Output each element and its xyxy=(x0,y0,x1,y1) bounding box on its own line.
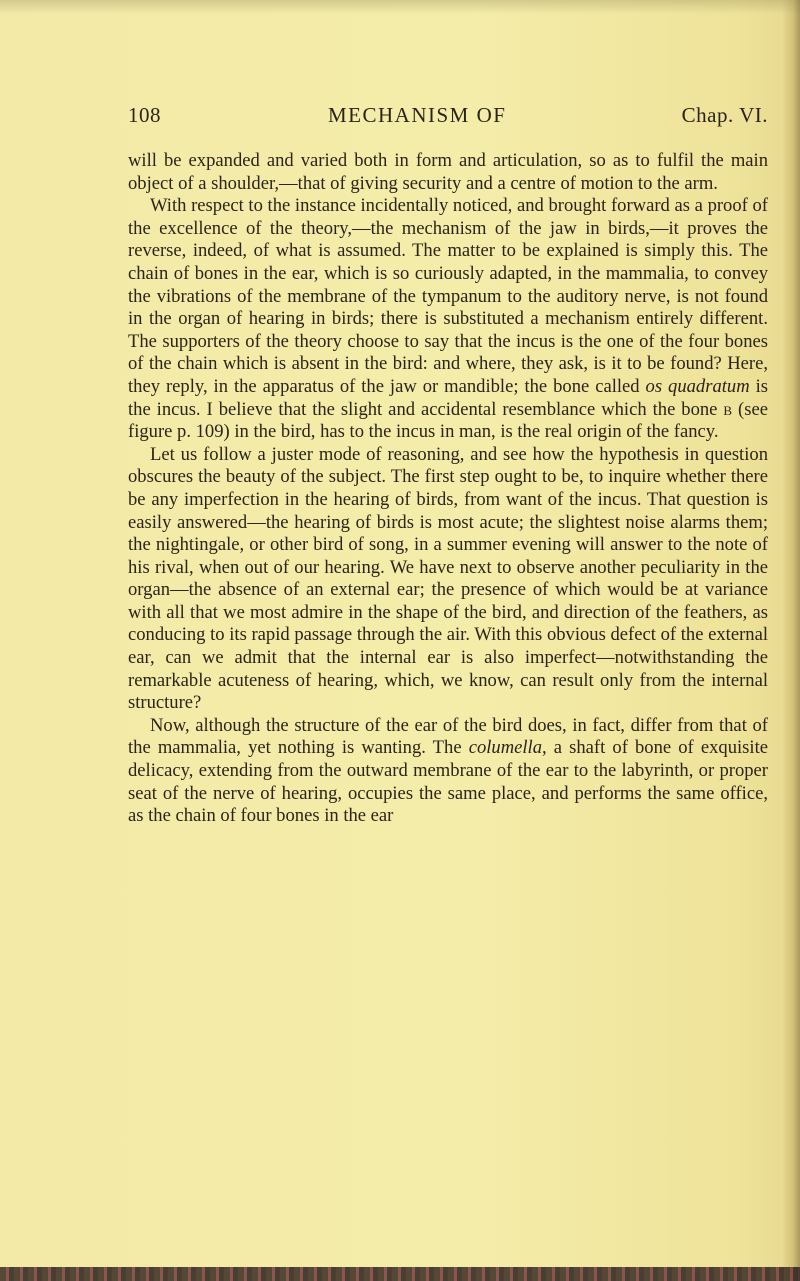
term-columella: columella, xyxy=(468,737,547,759)
paragraph-2: With respect to the instance incidentally noticed, and brought forward as a proof of the excellence of the theory,—the mechanism of the jaw in birds,—it proves the reverse, indeed, of what is assumed. The matter to be explained is simply this. The chain of bones in the ear, which is so curiously adapted, in the mammalia, to convey the vibrations of the membrane of the tympanum to the auditory nerve, is not found in the organ of hearing in birds; there is substituted a mechanism entirely different. The supporters of the theory choose to say that the incus is the one of the four bones of the chain which is absent in the bird: and where, they ask, is it to be found? Here, they reply, in the apparatus of the jaw or mandible; the bone called os quadratum is the incus. I believe that the slight and accidental resemblance which the bone b (see figure p. 109) in the bird, has to the incus in man, is the real origin of the fancy. xyxy=(128,195,768,443)
binding-edge xyxy=(0,1267,800,1281)
top-shadow xyxy=(0,0,800,14)
paragraph-4: Now, although the structure of the ear of the bird does, in fact, differ from that of the mammalia, yet nothing is wanting. The columella, a shaft of bone of exquisite delicacy, extending from the outward membrane of the ear to the labyrinth, or proper seat of the nerve of hearing, occupies the same place, and performs the same office, as the chain of four bones in the ear xyxy=(128,714,768,827)
chapter-label: Chap. VI. xyxy=(681,103,768,127)
running-header xyxy=(128,103,768,133)
page-number: 108 xyxy=(128,103,161,127)
running-title: MECHANISM OF xyxy=(328,103,507,127)
paragraph-1: will be expanded and varied both in form and articulation, so as to fulfil the main object of a shoulder,—that of giving security and a centre of motion to the arm. xyxy=(128,150,768,194)
figure-letter: b xyxy=(723,398,733,420)
page-edge xyxy=(782,0,800,1281)
paragraph-3: Let us follow a juster mode of reasoning, and see how the hypothesis in question obscures the beauty of the subject. The first step ought to be, to inquire whether there be any imperfection in the hearing of birds, from want of the incus. That question is easily answered—the hearing of birds is most acute; the slightest noise alarms them; the nightingale, or other bird of song, in a summer evening will answer to the note of his rival, when out of our hearing. We have next to observe another peculiarity in the organ—the absence of an external ear; the presence of which would be at variance with all that we most admire in the shape of the bird, and direction of the feathers, as conducing to its rapid passage through the air. With this obvious defect of the external ear, can we admit that the internal ear is also imperfect—notwithstanding the remarkable acuteness of hearing, which, we know, can result only from the internal structure? xyxy=(128,443,768,714)
body-text xyxy=(128,150,768,828)
term-os-quadratum: os quadratum xyxy=(645,375,750,397)
